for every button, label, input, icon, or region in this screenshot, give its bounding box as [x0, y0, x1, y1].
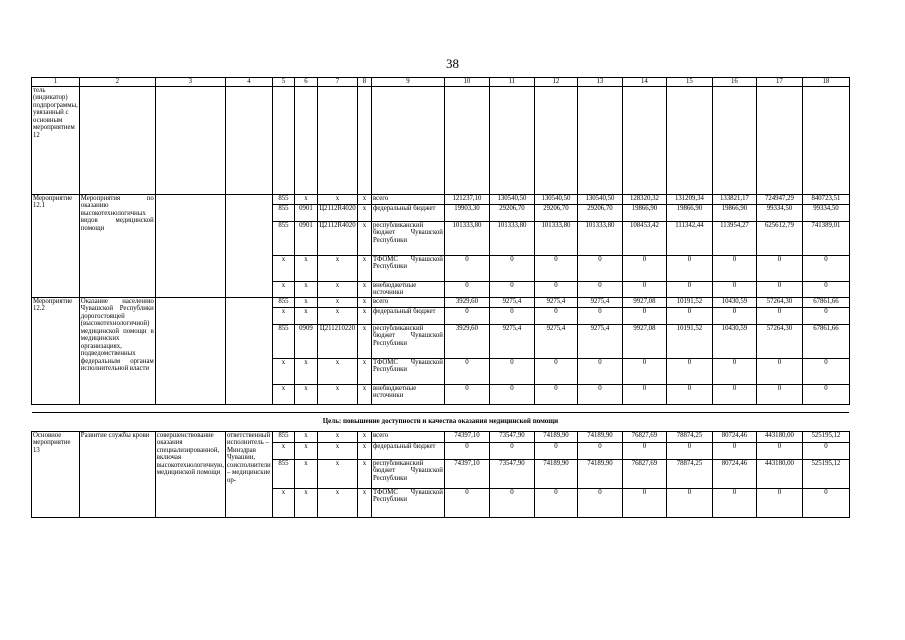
amount-cell: 840723,51	[802, 195, 849, 205]
funding-source: ТФОМС Чувашской Республики	[371, 488, 444, 517]
amount-cell: 0	[712, 282, 756, 298]
column-number: 14	[622, 78, 666, 87]
vr-code: х	[357, 297, 371, 307]
grbs-code: х	[272, 307, 294, 324]
amount-cell: 9927,08	[622, 324, 666, 358]
grbs-code: х	[272, 358, 294, 384]
amount-cell: 0	[577, 358, 622, 384]
csr-code: х	[317, 488, 357, 517]
column-number: 5	[272, 78, 294, 87]
amount-cell: 76827,69	[622, 431, 666, 442]
event-task: совершенствование оказания специализированной, включая высокотехнологичную, медицинской помощи	[155, 431, 225, 517]
amount-cell: 0	[622, 256, 666, 282]
goal-row	[32, 412, 850, 431]
amount-cell: 0	[666, 384, 712, 404]
goal-text: Цель: повышение доступности и качества оказания медицинской помощи	[32, 412, 850, 431]
grbs-code: 855	[272, 459, 294, 488]
vr-code: х	[357, 488, 371, 517]
csr-code: х	[317, 431, 357, 442]
amount-cell: 0	[712, 488, 756, 517]
vr-code: х	[357, 358, 371, 384]
event-name: Мероприятие 12.2	[32, 297, 80, 404]
rz-code: х	[294, 442, 317, 459]
indicator-label: тель (индикатор) подпрограммы, увязанный с основным мероприятием 12	[32, 87, 80, 195]
column-number: 15	[666, 78, 712, 87]
amount-cell: 73547,90	[489, 431, 534, 442]
funding-source: внебюджетные источники	[371, 282, 444, 298]
amount-cell: 0	[577, 256, 622, 282]
amount-cell: 0	[577, 442, 622, 459]
amount-cell: 724947,29	[756, 195, 802, 205]
amount-cell: 0	[666, 358, 712, 384]
amount-cell: 0	[666, 307, 712, 324]
amount-cell: 9275,4	[534, 324, 577, 358]
event-description: Развитие службы крови	[79, 431, 155, 517]
table-row	[32, 431, 850, 442]
amount-cell: 0	[802, 256, 849, 282]
amount-cell: 0	[712, 307, 756, 324]
amount-cell: 130540,50	[534, 195, 577, 205]
amount-cell: 74189,90	[577, 431, 622, 442]
column-number: 10	[444, 78, 489, 87]
rz-code: 0909	[294, 324, 317, 358]
column-number: 6	[294, 78, 317, 87]
amount-cell: 0	[489, 488, 534, 517]
vr-code: х	[357, 195, 371, 205]
amount-cell: 0	[802, 358, 849, 384]
column-number: 11	[489, 78, 534, 87]
amount-cell: 0	[712, 256, 756, 282]
amount-cell: 0	[756, 442, 802, 459]
amount-cell: 3929,60	[444, 297, 489, 307]
grbs-code: х	[272, 282, 294, 298]
amount-cell: 10191,52	[666, 324, 712, 358]
amount-cell: 0	[802, 282, 849, 298]
amount-cell: 0	[489, 358, 534, 384]
amount-cell: 0	[756, 307, 802, 324]
amount-cell: 0	[756, 384, 802, 404]
amount-cell: 74189,90	[534, 431, 577, 442]
amount-cell: 0	[489, 384, 534, 404]
amount-cell: 67861,66	[802, 297, 849, 307]
amount-cell: 10430,59	[712, 297, 756, 307]
amount-cell: 0	[577, 282, 622, 298]
grbs-code: 855	[272, 324, 294, 358]
amount-cell: 0	[666, 282, 712, 298]
csr-code: х	[317, 307, 357, 324]
rz-code: 0901	[294, 205, 317, 222]
csr-code: х	[317, 442, 357, 459]
rz-code: х	[294, 488, 317, 517]
amount-cell: 525195,12	[802, 431, 849, 442]
funding-source: федеральный бюджет	[371, 442, 444, 459]
amount-cell: 78874,25	[666, 431, 712, 442]
vr-code: х	[357, 442, 371, 459]
amount-cell: 130540,50	[577, 195, 622, 205]
funding-source: республиканский бюджет Чувашской Республики	[371, 222, 444, 256]
amount-cell: 9275,4	[534, 297, 577, 307]
amount-cell: 57264,30	[756, 324, 802, 358]
vr-code: х	[357, 431, 371, 442]
amount-cell: 29206,70	[577, 205, 622, 222]
amount-cell: 0	[622, 488, 666, 517]
amount-cell: 19866,90	[712, 205, 756, 222]
rz-code: х	[294, 431, 317, 442]
rz-code: х	[294, 256, 317, 282]
grbs-code: 855	[272, 195, 294, 205]
amount-cell: 19866,90	[666, 205, 712, 222]
funding-source: республиканский бюджет Чувашской Республики	[371, 459, 444, 488]
spacer-row	[32, 404, 850, 412]
column-number: 16	[712, 78, 756, 87]
amount-cell: 128320,32	[622, 195, 666, 205]
amount-cell: 0	[444, 384, 489, 404]
event-name: Мероприятие 12.1	[32, 195, 80, 298]
column-number: 9	[371, 78, 444, 87]
column-number: 2	[79, 78, 155, 87]
amount-cell: 9927,08	[622, 297, 666, 307]
amount-cell: 3929,60	[444, 324, 489, 358]
empty-cell	[225, 297, 272, 404]
column-number: 18	[802, 78, 849, 87]
vr-code: х	[357, 324, 371, 358]
amount-cell: 10430,59	[712, 324, 756, 358]
amount-cell: 0	[802, 442, 849, 459]
amount-cell: 0	[534, 307, 577, 324]
amount-cell: 101333,80	[489, 222, 534, 256]
amount-cell: 0	[712, 358, 756, 384]
csr-code: х	[317, 459, 357, 488]
amount-cell: 0	[666, 442, 712, 459]
indicator-continuation-row	[32, 87, 850, 195]
amount-cell: 73547,90	[489, 459, 534, 488]
funding-source: республиканский бюджет Чувашской Республики	[371, 324, 444, 358]
amount-cell: 9275,4	[489, 324, 534, 358]
grbs-code: 855	[272, 297, 294, 307]
csr-code: х	[317, 282, 357, 298]
csr-code: х	[317, 358, 357, 384]
amount-cell: 443180,00	[756, 459, 802, 488]
amount-cell: 0	[444, 488, 489, 517]
column-number: 1	[32, 78, 80, 87]
column-number: 17	[756, 78, 802, 87]
amount-cell: 29206,70	[489, 205, 534, 222]
amount-cell: 10191,52	[666, 297, 712, 307]
vr-code: х	[357, 256, 371, 282]
amount-cell: 9275,4	[577, 324, 622, 358]
amount-cell: 108453,42	[622, 222, 666, 256]
table-row	[32, 297, 850, 307]
amount-cell: 0	[489, 256, 534, 282]
amount-cell: 625612,79	[756, 222, 802, 256]
funding-source: ТФОМС Чувашской Республики	[371, 256, 444, 282]
amount-cell: 78874,25	[666, 459, 712, 488]
vr-code: х	[357, 459, 371, 488]
amount-cell: 0	[756, 488, 802, 517]
amount-cell: 0	[802, 307, 849, 324]
amount-cell: 0	[534, 488, 577, 517]
amount-cell: 0	[444, 307, 489, 324]
rz-code: 0901	[294, 222, 317, 256]
amount-cell: 0	[534, 256, 577, 282]
vr-code: х	[357, 222, 371, 256]
amount-cell: 130540,50	[489, 195, 534, 205]
amount-cell: 0	[534, 358, 577, 384]
table-body	[32, 78, 850, 518]
amount-cell: 0	[802, 488, 849, 517]
column-number-row	[32, 78, 850, 87]
amount-cell: 76827,69	[622, 459, 666, 488]
amount-cell: 0	[444, 442, 489, 459]
rz-code: х	[294, 297, 317, 307]
amount-cell: 99334,50	[756, 205, 802, 222]
empty-cell	[225, 195, 272, 298]
amount-cell: 0	[577, 488, 622, 517]
amount-cell: 67861,66	[802, 324, 849, 358]
amount-cell: 0	[802, 384, 849, 404]
amount-cell: 74397,10	[444, 431, 489, 442]
vr-code: х	[357, 282, 371, 298]
amount-cell: 0	[444, 256, 489, 282]
amount-cell: 525195,12	[802, 459, 849, 488]
amount-cell: 0	[666, 488, 712, 517]
amount-cell: 9275,4	[489, 297, 534, 307]
grbs-code: х	[272, 488, 294, 517]
amount-cell: 101333,80	[534, 222, 577, 256]
vr-code: х	[357, 384, 371, 404]
amount-cell: 99334,50	[802, 205, 849, 222]
amount-cell: 0	[489, 307, 534, 324]
amount-cell: 0	[622, 282, 666, 298]
amount-cell: 19866,90	[622, 205, 666, 222]
amount-cell: 0	[534, 384, 577, 404]
amount-cell: 74189,90	[577, 459, 622, 488]
amount-cell: 74397,10	[444, 459, 489, 488]
amount-cell: 741389,01	[802, 222, 849, 256]
amount-cell: 133821,17	[712, 195, 756, 205]
grbs-code: х	[272, 256, 294, 282]
rz-code: х	[294, 195, 317, 205]
column-number: 12	[534, 78, 577, 87]
amount-cell: 0	[444, 358, 489, 384]
amount-cell: 101333,80	[444, 222, 489, 256]
funding-source: федеральный бюджет	[371, 205, 444, 222]
amount-cell: 0	[756, 282, 802, 298]
page-number: 38	[446, 56, 459, 71]
amount-cell: 80724,46	[712, 459, 756, 488]
amount-cell: 101333,80	[577, 222, 622, 256]
empty-cell	[155, 297, 225, 404]
csr-code: Ц2112R4020	[317, 222, 357, 256]
funding-source: федеральный бюджет	[371, 307, 444, 324]
vr-code: х	[357, 205, 371, 222]
amount-cell: 111342,44	[666, 222, 712, 256]
funding-source: всего	[371, 195, 444, 205]
amount-cell: 0	[756, 358, 802, 384]
column-number: 13	[577, 78, 622, 87]
rz-code: х	[294, 307, 317, 324]
amount-cell: 0	[712, 442, 756, 459]
funding-source: ТФОМС Чувашской Республики	[371, 358, 444, 384]
funding-source: внебюджетные источники	[371, 384, 444, 404]
funding-source: всего	[371, 297, 444, 307]
column-number: 3	[155, 78, 225, 87]
amount-cell: 443180,00	[756, 431, 802, 442]
amount-cell: 0	[622, 442, 666, 459]
rz-code: х	[294, 384, 317, 404]
amount-cell: 0	[577, 384, 622, 404]
event-executor: ответственный исполнитель – Минздрав Чувашии, соисполнители – медицинские ор-	[225, 431, 272, 517]
csr-code: Ц211210220	[317, 324, 357, 358]
amount-cell: 0	[622, 358, 666, 384]
table-row	[32, 195, 850, 205]
amount-cell: 0	[756, 256, 802, 282]
amount-cell: 19903,30	[444, 205, 489, 222]
rz-code: х	[294, 282, 317, 298]
event-name: Основное мероприятие 13	[32, 431, 80, 517]
grbs-code: х	[272, 442, 294, 459]
amount-cell: 0	[444, 282, 489, 298]
amount-cell: 80724,46	[712, 431, 756, 442]
csr-code: х	[317, 384, 357, 404]
grbs-code: 855	[272, 205, 294, 222]
amount-cell: 0	[489, 282, 534, 298]
vr-code: х	[357, 307, 371, 324]
amount-cell: 0	[534, 442, 577, 459]
grbs-code: 855	[272, 431, 294, 442]
amount-cell: 121237,10	[444, 195, 489, 205]
event-description: Оказание населению Чувашской Республики дорогостоящей (высокотехнологичной) медицинской помощи в медицинских организациях, подведомственных федеральным органам исполнительной власти	[79, 297, 155, 404]
column-number: 7	[317, 78, 357, 87]
rz-code: х	[294, 358, 317, 384]
amount-cell: 0	[666, 256, 712, 282]
amount-cell: 0	[622, 384, 666, 404]
amount-cell: 9275,4	[577, 297, 622, 307]
csr-code: х	[317, 195, 357, 205]
funding-source: всего	[371, 431, 444, 442]
amount-cell: 29206,70	[534, 205, 577, 222]
budget-table	[31, 77, 850, 518]
empty-cell	[155, 195, 225, 298]
rz-code: х	[294, 459, 317, 488]
amount-cell: 0	[534, 282, 577, 298]
csr-code: Ц2112R4020	[317, 205, 357, 222]
csr-code: х	[317, 297, 357, 307]
column-number: 4	[225, 78, 272, 87]
column-number: 8	[357, 78, 371, 87]
amount-cell: 74189,90	[534, 459, 577, 488]
amount-cell: 113954,27	[712, 222, 756, 256]
amount-cell: 0	[712, 384, 756, 404]
amount-cell: 0	[577, 307, 622, 324]
amount-cell: 0	[622, 307, 666, 324]
event-description: Мероприятия по оказанию высокотехнологичных видов медицинской помощи	[79, 195, 155, 298]
grbs-code: 855	[272, 222, 294, 256]
grbs-code: х	[272, 384, 294, 404]
csr-code: х	[317, 256, 357, 282]
amount-cell: 131209,34	[666, 195, 712, 205]
amount-cell: 57264,30	[756, 297, 802, 307]
amount-cell: 0	[489, 442, 534, 459]
